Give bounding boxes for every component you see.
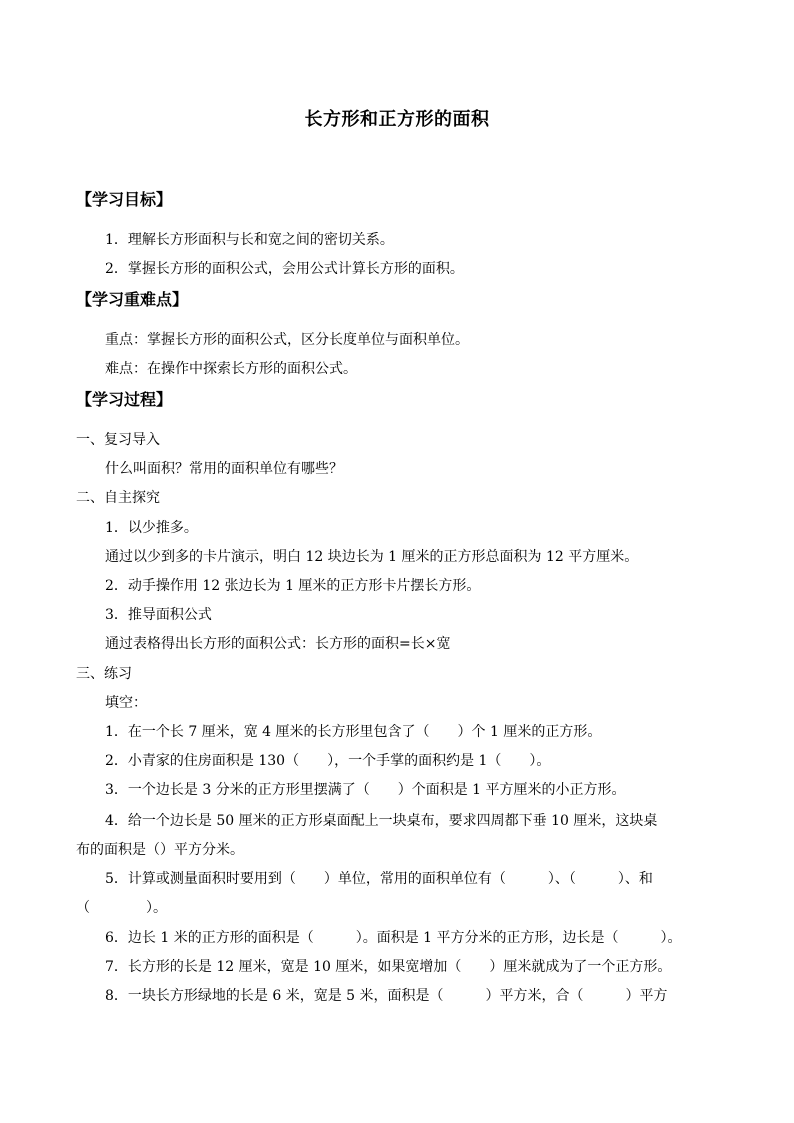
- explore-item-1-detail: 通过以少到多的卡片演示，明白 12 块边长为 1 厘米的正方形总面积为 12 平方厘米。: [105, 549, 639, 565]
- exercise-6: 6．边长 1 米的正方形的面积是（ ）。面积是 1 平方分米的正方形，边长是（ ）。: [105, 930, 682, 946]
- keypoints-heading: 【学习重难点】: [76, 290, 189, 309]
- section-review-title: 一、复习导入: [76, 432, 160, 448]
- exercise-2: 2．小青家的住房面积是 130（ ），一个手掌的面积约是 1（ ）。: [105, 753, 551, 769]
- section-explore-title: 二、自主探究: [76, 490, 160, 506]
- keypoint-difficulty: 难点：在操作中探索长方形的面积公式。: [105, 361, 357, 377]
- review-question: 什么叫面积？常用的面积单位有哪些？: [105, 461, 343, 477]
- exercise-4: 4．给一个边长是 50 厘米的正方形桌面配上一块桌布，要求四周都下垂 10 厘米，这块桌: [105, 813, 658, 829]
- explore-item-3: 3．推导面积公式: [105, 607, 212, 623]
- fill-in-label: 填空：: [105, 695, 147, 711]
- exercise-3: 3．一个边长是 3 分米的正方形里摆满了（ ）个面积是 1 平方厘米的小正方形。: [105, 782, 626, 798]
- exercise-8: 8．一块长方形绿地的长是 6 米，宽是 5 米，面积是（ ）平方米，合（ ）平方: [105, 988, 668, 1004]
- goals-heading: 【学习目标】: [76, 190, 173, 209]
- explore-item-3-detail: 通过表格得出长方形的面积公式：长方形的面积=长×宽: [105, 636, 451, 652]
- exercise-1: 1．在一个长 7 厘米，宽 4 厘米的长方形里包含了（ ）个 1 厘米的正方形。: [105, 724, 602, 740]
- exercise-5-cont: （ ）。: [76, 900, 167, 916]
- process-heading: 【学习过程】: [76, 390, 173, 409]
- goal-item-2: 2．掌握长方形的面积公式，会用公式计算长方形的面积。: [105, 261, 464, 277]
- section-practice-title: 三、练习: [76, 666, 132, 682]
- exercise-5: 5．计算或测量面积时要用到（ ）单位，常用的面积单位有（ ）、（ ）、和: [105, 871, 653, 887]
- keypoint-focus: 重点：掌握长方形的面积公式，区分长度单位与面积单位。: [105, 332, 469, 348]
- explore-item-2: 2．动手操作用 12 张边长为 1 厘米的正方形卡片摆长方形。: [105, 578, 481, 594]
- exercise-4-cont: 布的面积是（）平方分米。: [76, 842, 244, 858]
- explore-item-1: 1．以少推多。: [105, 520, 198, 536]
- exercise-7: 7．长方形的长是 12 厘米，宽是 10 厘米，如果宽增加（ ）厘米就成为了一个正方形。: [105, 959, 672, 975]
- document-title: 长方形和正方形的面积: [304, 109, 490, 130]
- goal-item-1: 1．理解长方形面积与长和宽之间的密切关系。: [105, 232, 394, 248]
